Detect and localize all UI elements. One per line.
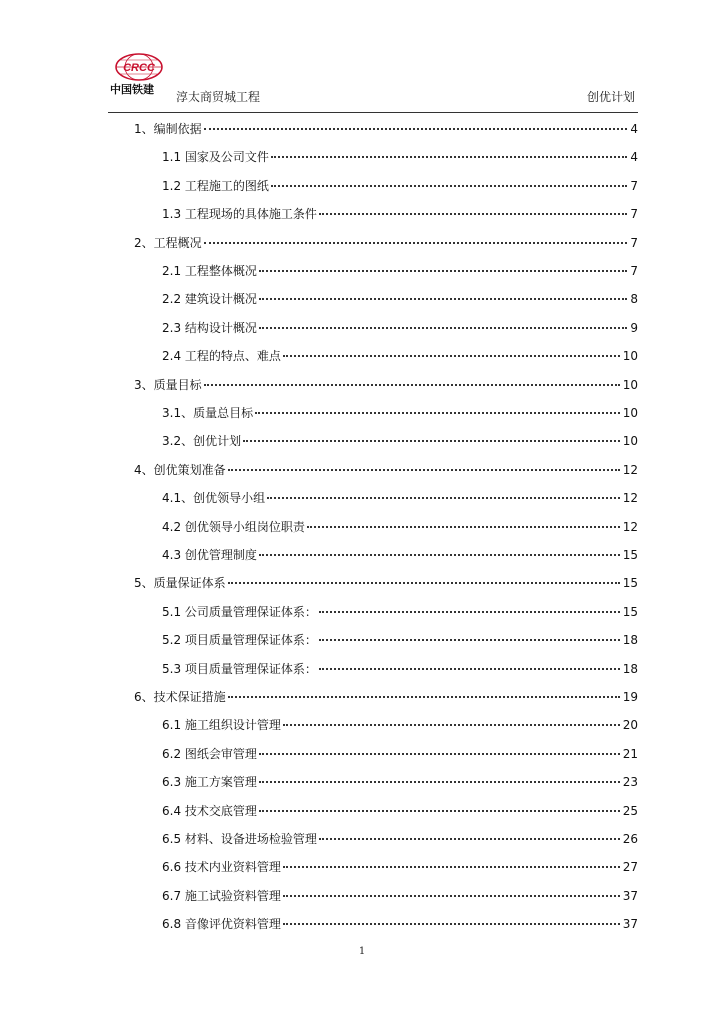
toc-section-entry[interactable] xyxy=(162,204,638,224)
toc-entry-page: 10 xyxy=(622,406,638,420)
toc-dot-leader xyxy=(228,581,620,584)
toc-dot-leader xyxy=(204,383,620,386)
toc-entry-label: 6.7 施工试验资料管理 xyxy=(162,888,281,903)
toc-entry-page: 7 xyxy=(630,235,638,250)
toc-entry-label: 3.2、创优计划 xyxy=(162,434,242,449)
toc-dot-leader xyxy=(283,354,620,357)
toc-entry-page: 8 xyxy=(630,292,638,307)
logo-mark: CRCC xyxy=(123,62,155,74)
toc-entry-label: 6.3 施工方案管理 xyxy=(162,775,257,790)
toc-section-entry[interactable] xyxy=(162,318,638,338)
section-title: 创优计划 xyxy=(587,90,636,104)
toc-dot-leader xyxy=(319,667,620,670)
toc-entry-page: 18 xyxy=(622,633,638,648)
toc-section-entry[interactable] xyxy=(162,346,638,366)
toc-dot-leader xyxy=(228,695,620,698)
toc-entry-page: 12 xyxy=(622,519,638,534)
toc-entry-label: 6.4 技术交底管理 xyxy=(162,803,257,818)
toc-entry-page: 18 xyxy=(622,661,638,676)
toc-entry-page: 25 xyxy=(622,803,638,818)
toc-section-entry[interactable] xyxy=(162,886,638,906)
toc-section-entry[interactable] xyxy=(162,772,638,792)
toc-section-entry[interactable] xyxy=(162,715,638,735)
toc-entry-label: 6.6 技术内业资料管理 xyxy=(162,860,281,875)
toc-dot-leader xyxy=(319,837,620,840)
toc-entry-label: 1.3 工程现场的具体施工条件 xyxy=(162,207,317,222)
toc-entry-label: 2.1 工程整体概况 xyxy=(162,264,257,278)
toc-section-entry[interactable] xyxy=(162,914,638,934)
toc-entry-label: 2.2 建筑设计概况 xyxy=(162,292,257,307)
toc-section-entry[interactable] xyxy=(162,431,638,451)
toc-dot-leader xyxy=(271,184,627,187)
toc-entry-page: 4 xyxy=(630,122,638,136)
toc-entry-label: 4.3 创优管理制度 xyxy=(162,548,257,562)
toc-entry-label: 3、质量目标 xyxy=(134,377,202,392)
toc-entry-label: 5、质量保证体系 xyxy=(134,576,226,591)
toc-entry-page: 37 xyxy=(622,888,638,903)
toc-entry-label: 4.1、创优领导小组 xyxy=(162,491,266,506)
toc-entry-label: 6.8 音像评优资料管理 xyxy=(162,917,281,932)
toc-section-entry[interactable] xyxy=(162,659,638,679)
toc-chapter-entry[interactable] xyxy=(134,375,638,395)
toc-entry-label: 1、编制依据 xyxy=(134,122,202,136)
toc-entry-page: 9 xyxy=(630,320,638,335)
toc-dot-leader xyxy=(283,723,620,726)
toc-chapter-entry[interactable] xyxy=(134,233,638,253)
toc-entry-label: 6.1 施工组织设计管理 xyxy=(162,718,281,733)
toc-dot-leader xyxy=(259,752,620,755)
toc-dot-leader xyxy=(271,155,627,158)
toc-section-entry[interactable] xyxy=(162,602,638,622)
toc-chapter-entry[interactable] xyxy=(134,687,638,707)
toc-dot-leader xyxy=(283,894,620,897)
toc-entry-label: 6.5 材料、设备进场检验管理 xyxy=(162,832,317,846)
toc-dot-leader xyxy=(243,439,620,442)
toc-entry-page: 7 xyxy=(630,207,638,222)
toc-entry-page: 12 xyxy=(622,462,638,477)
toc-entry-page: 20 xyxy=(622,718,638,733)
toc-dot-leader xyxy=(255,411,620,414)
toc-entry-label: 1.1 国家及公司文件 xyxy=(162,150,269,165)
toc-section-entry[interactable] xyxy=(162,403,638,423)
toc-entry-label: 2.3 结构设计概况 xyxy=(162,320,257,335)
toc-entry-label: 6、技术保证措施 xyxy=(134,690,226,704)
toc-dot-leader xyxy=(259,326,627,329)
toc-section-entry[interactable] xyxy=(162,176,638,196)
header-divider xyxy=(108,112,638,113)
toc-entry-page: 12 xyxy=(622,491,638,506)
toc-entry-label: 2、工程概况 xyxy=(134,235,202,250)
toc-section-entry[interactable] xyxy=(162,261,638,281)
toc-entry-label: 4.2 创优领导小组岗位职责 xyxy=(162,519,305,534)
toc-entry-page: 23 xyxy=(622,775,638,790)
toc-dot-leader xyxy=(307,525,620,528)
toc-entry-label: 4、创优策划准备 xyxy=(134,462,226,477)
toc-dot-leader xyxy=(259,269,627,272)
toc-section-entry[interactable] xyxy=(162,517,638,537)
toc-chapter-entry[interactable] xyxy=(134,460,638,480)
toc-entry-label: 6.2 图纸会审管理 xyxy=(162,746,257,761)
toc-section-entry[interactable] xyxy=(162,289,638,309)
toc-dot-leader xyxy=(204,127,627,130)
toc-entry-page: 7 xyxy=(630,264,638,278)
toc-section-entry[interactable] xyxy=(162,744,638,764)
toc-section-entry[interactable] xyxy=(162,857,638,877)
project-name: 淳太商贸城工程 xyxy=(176,90,261,104)
toc-dot-leader xyxy=(259,809,620,812)
toc-section-entry[interactable] xyxy=(162,630,638,650)
toc-section-entry[interactable] xyxy=(162,147,638,167)
toc-dot-leader xyxy=(204,241,627,244)
toc-entry-label: 3.1、质量总目标 xyxy=(162,406,254,420)
toc-dot-leader xyxy=(319,610,620,613)
toc-entry-page: 10 xyxy=(622,377,638,392)
toc-entry-page: 21 xyxy=(622,746,638,761)
toc-section-entry[interactable] xyxy=(162,801,638,821)
toc-dot-leader xyxy=(319,638,620,641)
toc-entry-page: 37 xyxy=(622,917,638,932)
toc-entry-page: 10 xyxy=(622,349,638,364)
toc-dot-leader xyxy=(283,922,620,925)
toc-entry-page: 15 xyxy=(622,548,638,562)
toc-entry-page: 27 xyxy=(622,860,638,875)
toc-dot-leader xyxy=(267,496,620,499)
toc-dot-leader xyxy=(319,212,627,215)
toc-entry-page: 7 xyxy=(630,178,638,193)
toc-entry-label: 2.4 工程的特点、难点 xyxy=(162,349,281,364)
toc-entry-page: 19 xyxy=(622,690,638,704)
toc-entry-label: 5.2 项目质量管理保证体系： xyxy=(162,633,317,648)
toc-entry-page: 15 xyxy=(622,604,638,619)
toc-dot-leader xyxy=(259,780,620,783)
toc-entry-page: 10 xyxy=(622,434,638,449)
toc-dot-leader xyxy=(283,865,620,868)
toc-entry-label: 5.1 公司质量管理保证体系： xyxy=(162,604,317,619)
page-number: 1 xyxy=(358,946,366,957)
toc-section-entry[interactable] xyxy=(162,545,638,565)
crcc-logo-icon xyxy=(114,52,164,82)
toc-section-entry[interactable] xyxy=(162,488,638,508)
toc-chapter-entry[interactable] xyxy=(134,119,638,139)
company-logo xyxy=(108,52,170,100)
toc-dot-leader xyxy=(259,553,620,556)
toc-entry-page: 26 xyxy=(622,832,638,846)
toc-section-entry[interactable] xyxy=(162,829,638,849)
toc-chapter-entry[interactable] xyxy=(134,573,638,593)
logo-text: 中国铁建 xyxy=(110,83,154,96)
toc-entry-page: 15 xyxy=(622,576,638,591)
toc-entry-label: 5.3 项目质量管理保证体系： xyxy=(162,661,317,676)
toc-dot-leader xyxy=(228,468,620,471)
toc-entry-page: 4 xyxy=(630,150,638,165)
toc-entry-label: 1.2 工程施工的图纸 xyxy=(162,178,269,193)
toc-dot-leader xyxy=(259,297,627,300)
